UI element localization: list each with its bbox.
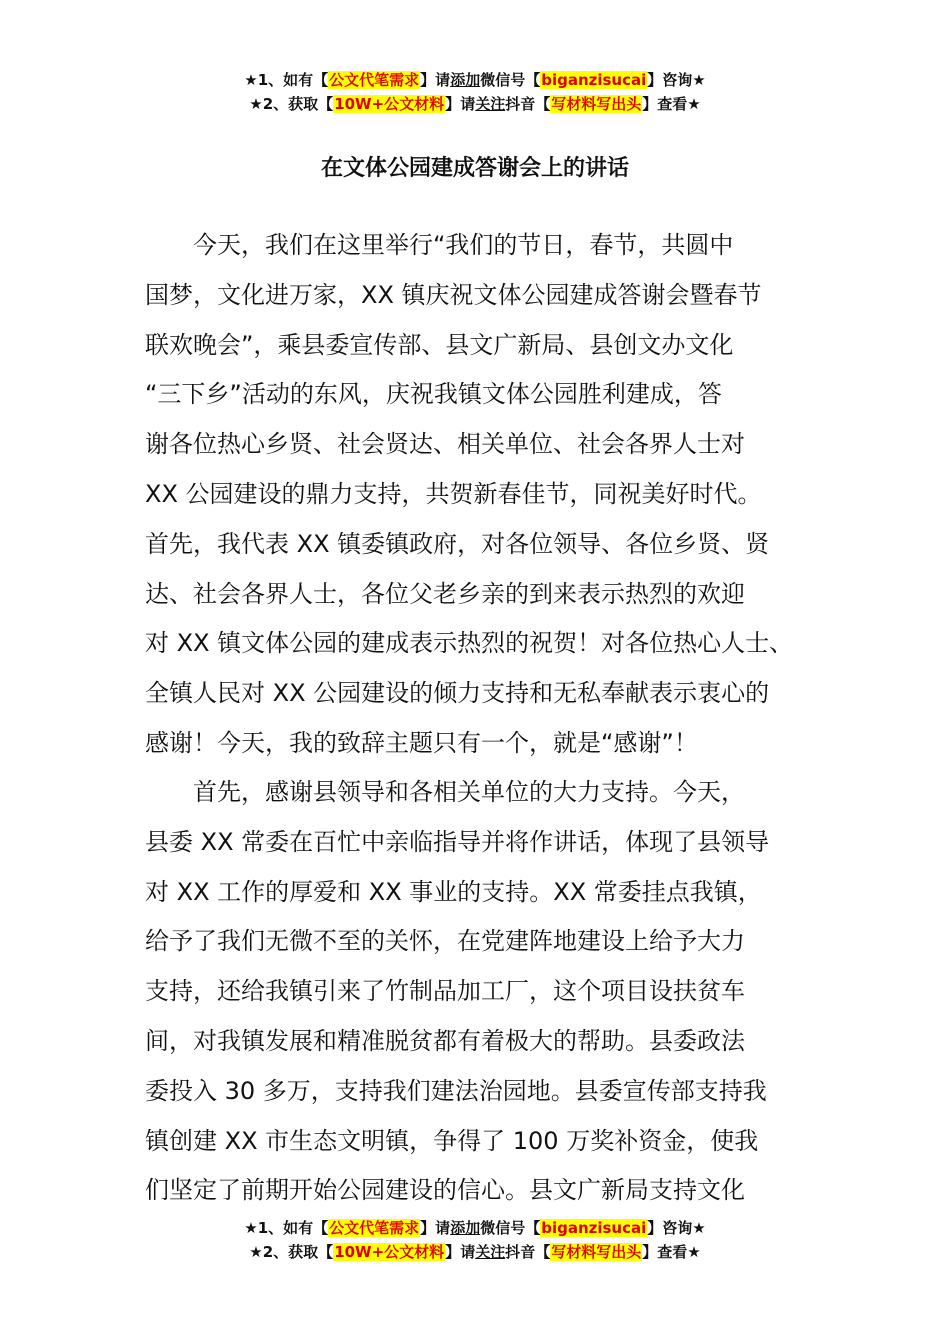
material-highlight: 10W+公文材料 bbox=[334, 1243, 445, 1261]
paragraph-line: 给予了我们无微不至的关怀，在党建阵地建设上给予大力 bbox=[145, 927, 745, 956]
service-highlight: 公文代笔需求 bbox=[329, 1219, 420, 1237]
wechat-id-highlight: biganzisucai bbox=[541, 71, 647, 89]
paragraph-line: 达、社会各界人士，各位父老乡亲的到来表示热烈的欢迎 bbox=[145, 579, 745, 608]
paragraph-line: 全镇人民对 XX 公园建设的倾力支持和无私奉献表示衷心的 bbox=[145, 679, 770, 708]
paragraph-line: 今天，我们在这里举行“我们的节日，春节，共圆中 bbox=[193, 231, 734, 259]
header-notice bbox=[0, 68, 950, 116]
notice-line-1: ★1、如有【公文代笔需求】请添加微信号【biganzisucai】咨询★ bbox=[244, 71, 706, 89]
paragraph-line: 对 XX 工作的厚爱和 XX 事业的支持。XX 常委挂点我镇， bbox=[145, 877, 762, 906]
paragraph-line: 支持，还给我镇引来了竹制品加工厂，这个项目设扶贫车 bbox=[145, 977, 745, 1006]
material-highlight: 10W+公文材料 bbox=[334, 95, 445, 113]
document-title: 在文体公园建成答谢会上的讲话 bbox=[320, 156, 629, 181]
notice-line-2: ★2、获取【10W+公文材料】请关注抖音【写材料写出头】查看★ bbox=[249, 1243, 701, 1261]
paragraph-line: 首先，我代表 XX 镇委镇政府，对各位领导、各位乡贤、贤 bbox=[145, 529, 770, 558]
paragraph-line: 首先，感谢县领导和各相关单位的大力支持。今天， bbox=[193, 778, 745, 806]
paragraph-line: 们坚定了前期开始公园建设的信心。县文广新局支持文化 bbox=[145, 1176, 745, 1205]
footer-notice bbox=[0, 1216, 950, 1264]
paragraph-line: 间，对我镇发展和精准脱贫都有着极大的帮助。县委政法 bbox=[145, 1026, 745, 1055]
paragraph-line: “三下乡”活动的东风，庆祝我镇文体公园胜利建成，答 bbox=[145, 380, 722, 409]
paragraph-line: 联欢晚会”，乘县委宣传部、县文广新局、县创文办文化 bbox=[145, 330, 734, 359]
body-paragraph-2 bbox=[145, 768, 825, 1216]
notice-line-2: ★2、获取【10W+公文材料】请关注抖音【写材料写出头】查看★ bbox=[249, 95, 701, 113]
service-highlight: 公文代笔需求 bbox=[329, 71, 420, 89]
paragraph-line: 镇创建 XX 市生态文明镇，争得了 100 万奖补资金，使我 bbox=[145, 1126, 759, 1155]
body-paragraph-1 bbox=[145, 221, 825, 769]
notice-line-1: ★1、如有【公文代笔需求】请添加微信号【biganzisucai】咨询★ bbox=[244, 1219, 706, 1237]
paragraph-line: 国梦，文化进万家，XX 镇庆祝文体公园建成答谢会暨春节 bbox=[145, 280, 762, 309]
paragraph-line: 谢各位热心乡贤、社会贤达、相关单位、社会各界人士对 bbox=[145, 430, 745, 459]
paragraph-line: 对 XX 镇文体公园的建成表示热烈的祝贺！对各位热心人士、 bbox=[145, 629, 794, 658]
paragraph-line: 县委 XX 常委在百忙中亲临指导并将作讲话，体现了县领导 bbox=[145, 827, 770, 856]
douyin-id-highlight: 写材料写出头 bbox=[551, 1243, 642, 1261]
paragraph-line: XX 公园建设的鼎力支持，共贺新春佳节，同祝美好时代。 bbox=[145, 479, 762, 508]
douyin-id-highlight: 写材料写出头 bbox=[551, 95, 642, 113]
paragraph-line: 感谢！今天，我的致辞主题只有一个，就是“感谢”！ bbox=[145, 728, 698, 757]
paragraph-line: 委投入 30 多万，支持我们建法治园地。县委宣传部支持我 bbox=[145, 1076, 767, 1105]
wechat-id-highlight: biganzisucai bbox=[541, 1219, 647, 1237]
